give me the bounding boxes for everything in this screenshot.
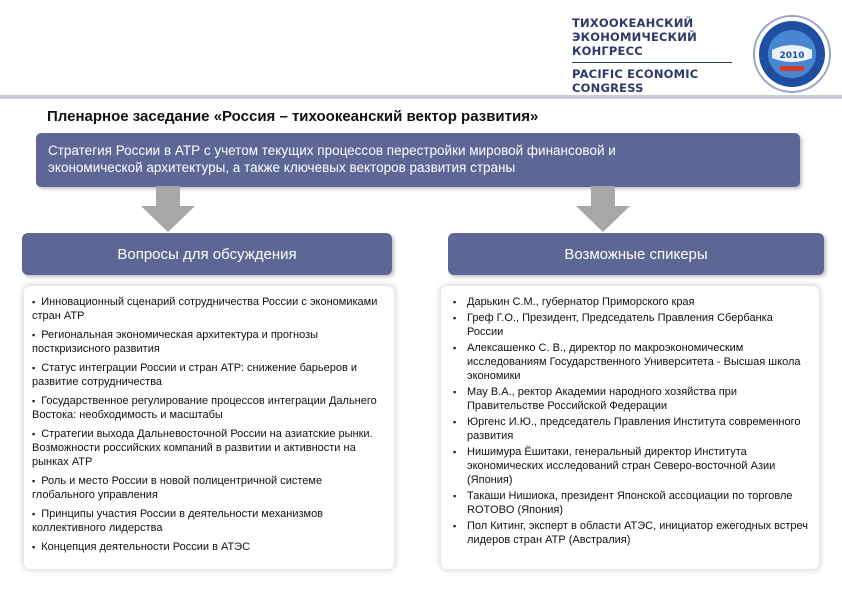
list-item: ▪ Нишимура Ёшитаки, генеральный директор Института экономических исследований стран Северо-восточной Азии (Япония) — [453, 445, 809, 487]
list-item: ▪ Юргенс И.Ю., председатель Правления Института современного развития — [453, 415, 809, 443]
list-item: ▪ Пол Китинг, эксперт в области АТЭС, инициатор ежегодных встреч лидеров стран АТР (Австралия) — [453, 519, 809, 547]
congress-emblem-icon — [752, 14, 832, 94]
list-item: ▪ Дарькин С.М., губернатор Приморского края — [453, 295, 809, 309]
discussion-topics-list — [32, 295, 384, 554]
logo-line-2: ЭКОНОМИЧЕСКИЙ КОНГРЕСС — [572, 30, 697, 58]
header-divider — [0, 95, 842, 99]
list-item: ▪ Алексашенко С. В., директор по макроэкономическим исследованиям Государственного Университета - Высшая школа экономики — [453, 341, 809, 383]
down-arrow-icon — [141, 186, 195, 232]
strategy-line-2: экономической архитектуры, а также ключевых векторов развития страны — [48, 160, 516, 175]
list-item: ▪ Греф Г.О., Президент, Председатель Правления Сбербанка России — [453, 311, 809, 339]
list-item: ▪ Мау В.А., ректор Академии народного хозяйства при Правительстве Российской Федерации — [453, 385, 809, 413]
list-item: ▪ Стратегии выхода Дальневосточной России на азиатские рынки. Возможности российских компаний в развитии и активности на рынках АТР — [32, 427, 384, 469]
speakers-heading: Возможные спикеры — [448, 233, 824, 275]
list-item: ▪ Концепция деятельности России в АТЭС — [32, 540, 384, 554]
list-item: ▪ Региональная экономическая архитектура и прогнозы посткризисного развития — [32, 328, 384, 356]
logo-line-3: PACIFIC ECONOMIC — [572, 67, 699, 81]
discussion-topics-heading: Вопросы для обсуждения — [22, 233, 392, 275]
list-item: ▪ Статус интеграции России и стран АТР: снижение барьеров и развитие сотрудничества — [32, 361, 384, 389]
speakers-panel — [441, 286, 819, 569]
logo-divider — [572, 62, 732, 63]
strategy-banner — [36, 133, 800, 187]
logo-line-1: ТИХООКЕАНСКИЙ — [572, 16, 694, 30]
list-item: ▪ Инновационный сценарий сотрудничества России с экономиками стран АТР — [32, 295, 384, 323]
page-title: Пленарное заседание «Россия – тихоокеанский вектор развития» — [47, 108, 539, 125]
strategy-line-1: Стратегия России в АТР с учетом текущих процессов перестройки мировой финансовой и — [48, 143, 616, 158]
list-item: ▪ Принципы участия России в деятельности механизмов коллективного лидерства — [32, 507, 384, 535]
emblem-year: 2010 — [779, 51, 805, 61]
logo-line-4: CONGRESS — [572, 81, 644, 95]
list-item: ▪ Такаши Нишиока, президент Японской ассоциации по торговле ROTOBO (Япония) — [453, 489, 809, 517]
list-item: ▪ Государственное регулирование процессов интеграции Дальнего Востока: необходимость и масштабы — [32, 394, 384, 422]
list-item: ▪ Роль и место России в новой полицентричной системе глобального управления — [32, 474, 384, 502]
speakers-list — [453, 295, 809, 547]
discussion-topics-panel — [24, 286, 394, 569]
congress-logo-text — [572, 16, 747, 95]
down-arrow-icon — [576, 186, 630, 232]
